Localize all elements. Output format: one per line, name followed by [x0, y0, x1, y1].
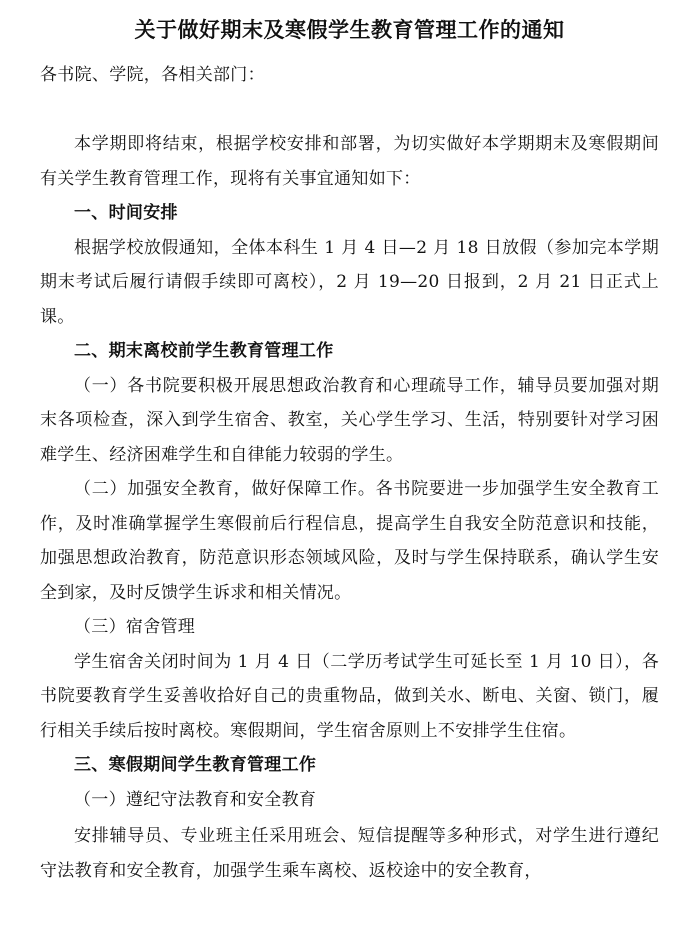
section-1-heading: 一、时间安排	[74, 203, 178, 223]
document-title: 关于做好期末及寒假学生教育管理工作的通知	[134, 18, 565, 42]
section-3-item-1-body: 安排辅导员、专业班主任采用班会、短信提醒等多种形式，对学生进行遵纪守法教育和安全教育，加强学生乘车离校、返校途中的安全教育，	[40, 826, 659, 881]
section-2-heading: 二、期末离校前学生教育管理工作	[74, 341, 334, 361]
section-2-item-1: （一）各书院要积极开展思想政治教育和心理疏导工作，辅导员要加强对期末各项检查，深入到学生宿舍、教室，关心学生学习、生活，特别要针对学习困难学生、经济困难学生和自律能力较弱的学生。	[40, 375, 659, 465]
section-2-item-3-heading: （三）宿舍管理	[74, 617, 196, 637]
section-2-item-3-body: 学生宿舍关闭时间为 1 月 4 日（二学历考试学生可延长至 1 月 10 日），各书院要教育学生妥善收拾好自己的贵重物品，做到关水、断电、关窗、锁门，履行相关手续后按时离校。寒假期间，学生宿舍原则上不安排学生住宿。	[40, 651, 659, 741]
blank-line	[40, 93, 659, 128]
section-3-heading: 三、寒假期间学生教育管理工作	[74, 755, 317, 775]
salutation: 各书院、学院，各相关部门：	[40, 65, 265, 85]
section-3-item-1-heading: （一）遵纪守法教育和安全教育	[74, 789, 317, 810]
section-2-item-2: （二）加强安全教育，做好保障工作。各书院要进一步加强学生安全教育工作，及时准确掌握学生寒假前后行程信息，提高学生自我安全防范意识和技能，加强思想政治教育，防范意识形态领域风险，及时与学生保持联系，确认学生安全到家，及时反馈学生诉求和相关情况。	[40, 479, 659, 603]
intro-paragraph: 本学期即将结束，根据学校安排和部署，为切实做好本学期期末及寒假期间有关学生教育管理工作，现将有关事宜通知如下：	[40, 134, 659, 189]
section-1-body: 根据学校放假通知，全体本科生 1 月 4 日—2 月 18 日放假（参加完本学期期末考试后履行请假手续即可离校），2 月 19—20 日报到，2 月 21 日正式上课。	[40, 237, 659, 327]
